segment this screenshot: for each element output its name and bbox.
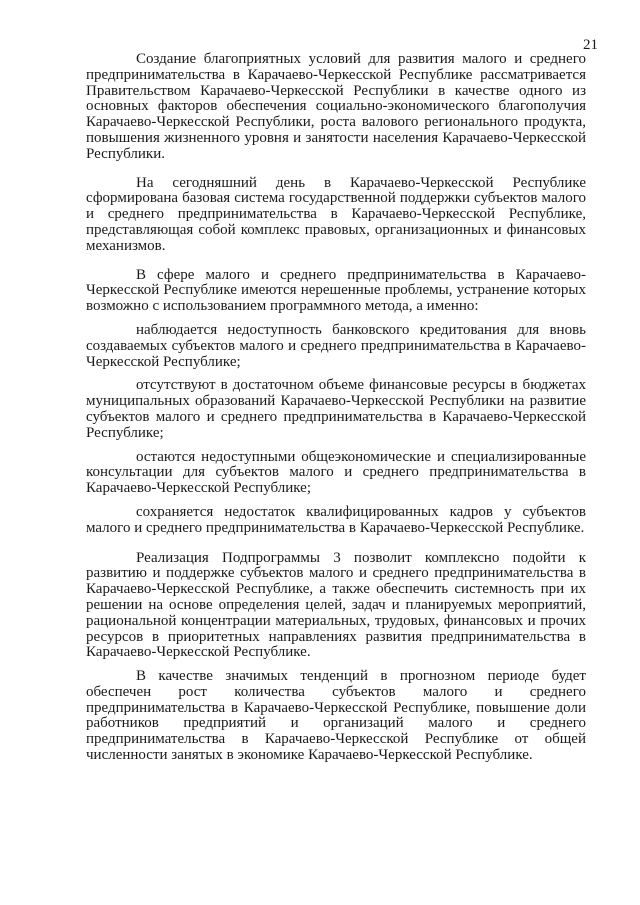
paragraph-unresolved-problems: В сфере малого и среднего предпринимательства в Карачаево-Черкесской Республике имеются нерешенные проблемы, устранение которых возможно с использованием программного метода, а именно: (86, 266, 586, 315)
paragraph-support-system: На сегодняшний день в Карачаево-Черкесской Республике сформирована базовая система государственной поддержки субъектов малого и среднего предпринимательства в Карачаево-Черкесской Республике, представляющая собой комплекс правовых, организационных и финансовых механизмов. (86, 174, 586, 254)
document-body (86, 52, 586, 764)
paragraph-favorable-conditions: Создание благоприятных условий для развития малого и среднего предпринимательства в Карачаево-Черкесской Республике рассматривается Правительством Карачаево-Черкесской Республики в качестве одного из основных факторов обеспечения социально-экономического благополучия Карачаево-Черкесской Республики, роста валового регионального продукта, повышения жизненного уровня и занятости населения Карачаево-Черкесской Республики. (86, 51, 586, 162)
list-item-consultations: остаются недоступными общеэкономические и специализированные консультации для субъектов малого и среднего предпринимательства в Карачаево-Черкесской Республике; (86, 448, 586, 497)
paragraph-forecast-trends: В качестве значимых тенденций в прогнозном периоде будет обеспечен рост количества субъектов малого и среднего предпринимательства в Карачаево-Черкесской Республике, повышение доли работников предприятий и организаций малого и среднего предпринимательства в Карачаево-Черкесской Республике от общей численности занятых в экономике Карачаево-Черкесской Республике. (86, 668, 586, 764)
list-item-qualified-personnel: сохраняется недостаток квалифицированных кадров у субъектов малого и среднего предпринимательства в Карачаево-Черкесской Республике. (86, 503, 586, 536)
paragraph-subprogram-implementation: Реализация Подпрограммы 3 позволит комплексно подойти к развитию и поддержке субъектов малого и среднего предпринимательства в Карачаево-Черкесской Республике, а также обеспечить системность при их решении на основе определения целей, задач и планируемых мероприятий, рациональной концентрации материальных, трудовых, финансовых и прочих ресурсов в приоритетных направлениях развития предпринимательства в Карачаево-Черкесской Республике. (86, 549, 586, 661)
list-item-financial-resources: отсутствуют в достаточном объеме финансовые ресурсы в бюджетах муниципальных образований Карачаево-Черкесской Республики на развитие субъектов малого и среднего предпринимательства в Карачаево-Черкесской Республике; (86, 377, 586, 441)
page-number: 21 (583, 37, 598, 53)
list-item-bank-credit: наблюдается недоступность банковского кредитования для вновь создаваемых субъектов малого и среднего предпринимательства в Карачаево-Черкесской Республике; (86, 321, 586, 370)
